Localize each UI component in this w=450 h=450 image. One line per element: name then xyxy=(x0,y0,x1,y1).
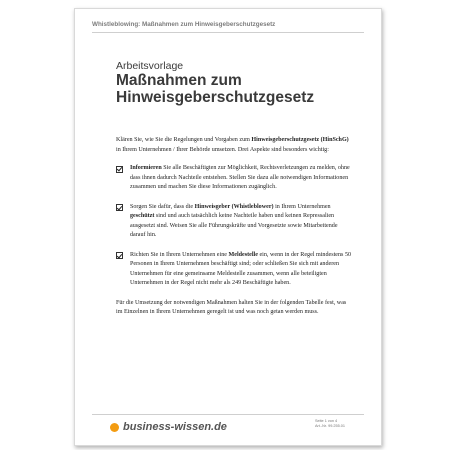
item-text: in Ihrem Unternehmen xyxy=(273,203,331,210)
brand-logo xyxy=(110,421,227,433)
item-text: Richten Sie in Ihrem Unternehmen eine xyxy=(130,251,229,258)
checklist-item-text xyxy=(130,203,353,241)
page-number: Seite 1 von 4 xyxy=(315,419,338,423)
item-bold: Informieren xyxy=(130,165,162,171)
document-body xyxy=(116,136,353,327)
item-text: sind und auch tatsächlich keine Nachteile haben und keinen Repressalien ausgesetzt sind. Weisen Sie alle Führungskräfte und Vorgesetzte sowie Mitarbeitende darauf hin. xyxy=(130,213,338,238)
document-overline: Arbeitsvorlage xyxy=(116,60,184,72)
checkbox-checked-icon xyxy=(116,166,123,173)
item-text: ein, wenn in der Regel mindestens 50 Personen in Ihrem Unternehmen beschäftigt sind; oder schließen Sie sich mit anderen Unternehmen für eine gemeinsame Meldestelle zusammen, wenn alle beteiligten Unternehmen in der Regel nicht mehr als 249 Beschäftigte haben. xyxy=(130,251,352,286)
checklist-item-text xyxy=(130,164,353,193)
checklist-item-protect xyxy=(116,203,353,241)
title-line-2: Hinweisgeberschutzgesetz xyxy=(116,89,315,106)
item-text: Sie alle Beschäftigten zur Möglichkeit, Rechtsverletzungen zu melden, ohne dass ihnen dadurch Nachteile entstehen. Stellen Sie dazu alle notwendigen Informationen zusammen und machen Sie diese Informationen zugänglich. xyxy=(130,165,350,190)
closing-paragraph: Für die Umsetzung der notwendigen Maßnahmen halten Sie in der folgenden Tabelle fest, was im Einzelnen in Ihrem Unternehmen geregelt ist und was noch getan werden muss. xyxy=(116,299,347,315)
intro-text-bold: Hinweisgeberschutzgesetz (HinSchG) xyxy=(251,137,349,143)
item-bold: Hinweisgeber (Whistleblower) xyxy=(194,203,274,210)
footer-meta xyxy=(315,419,345,429)
checkbox-checked-icon xyxy=(116,252,123,259)
article-number: Art.-Nr. 99.255.01 xyxy=(315,424,345,429)
document-page xyxy=(74,8,382,446)
checkbox-checked-icon xyxy=(116,204,123,211)
checklist-item-inform xyxy=(116,164,353,193)
running-header: Whistleblowing: Maßnahmen zum Hinweisgeberschutzgesetz xyxy=(92,21,364,33)
footer-divider xyxy=(92,414,364,415)
intro-text-c: in Ihrem Unternehmen / Ihrer Behörde umsetzen. Drei Aspekte sind besonders wichtig: xyxy=(116,146,329,153)
item-bold: Meldestelle xyxy=(228,251,258,258)
logo-dot-icon xyxy=(110,423,119,432)
title-line-1: Maßnahmen zum xyxy=(116,72,242,89)
checklist-item-text xyxy=(130,251,353,289)
intro-paragraph xyxy=(116,136,353,155)
item-bold: geschützt xyxy=(130,213,155,219)
intro-text-a: Klären Sie, wie Sie die Regelungen und Vorgaben zum xyxy=(116,137,252,143)
logo-text: business-wissen.de xyxy=(123,421,227,433)
item-text: Sorgen Sie dafür, dass die xyxy=(130,203,195,210)
document-title xyxy=(116,72,366,106)
checklist-item-reporting-office xyxy=(116,251,353,289)
